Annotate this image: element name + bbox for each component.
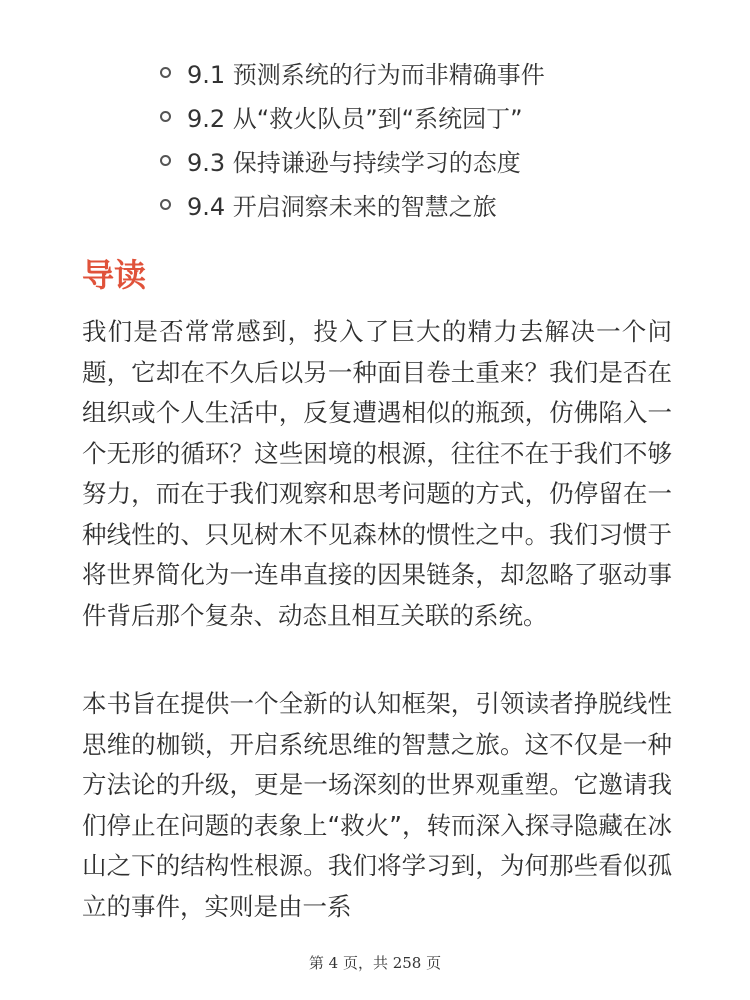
toc-item[interactable] xyxy=(160,138,545,182)
circle-bullet-icon xyxy=(160,199,171,210)
toc-item-label: 9.3 保持谦逊与持续学习的态度 xyxy=(187,148,521,177)
toc-item-label: 9.4 开启洞察未来的智慧之旅 xyxy=(187,192,497,221)
toc-item[interactable] xyxy=(160,94,545,138)
body-paragraph: 我们是否常常感到，投入了巨大的精力去解决一个问题，它却在不久后以另一种面目卷土重来？我们是否在组织或个人生活中，反复遭遇相似的瓶颈，仿佛陷入一个无形的循环？这些困境的根源，往往不在于我们不够努力，而在于我们观察和思考问题的方式，仍停留在一种线性的、只见树木不见森林的惯性之中。我们习惯于将世界简化为一连串直接的因果链条，却忽略了驱动事件背后那个复杂、动态且相互关联的系统。 xyxy=(82,317,672,630)
toc-item-label: 9.2 从“救火队员”到“系统园丁” xyxy=(187,104,523,133)
toc-item[interactable] xyxy=(160,50,545,94)
circle-bullet-icon xyxy=(160,155,171,166)
body-paragraph: 本书旨在提供一个全新的认知框架，引领读者挣脱线性思维的枷锁，开启系统思维的智慧之旅。这不仅是一种方法论的升级，更是一场深刻的世界观重塑。它邀请我们停止在问题的表象上“救火”，转而深入探寻隐藏在冰山之下的结构性根源。我们将学习到，为何那些看似孤立的事件，实则是由一系 xyxy=(82,689,672,921)
circle-bullet-icon xyxy=(160,67,171,78)
toc-item[interactable] xyxy=(160,182,545,226)
section-heading: 导读 xyxy=(82,256,147,294)
circle-bullet-icon xyxy=(160,111,171,122)
page-number-footer: 第 4 页，共 258 页 xyxy=(308,954,442,972)
table-of-contents xyxy=(160,50,545,226)
toc-item-label: 9.1 预测系统的行为而非精确事件 xyxy=(187,60,545,89)
